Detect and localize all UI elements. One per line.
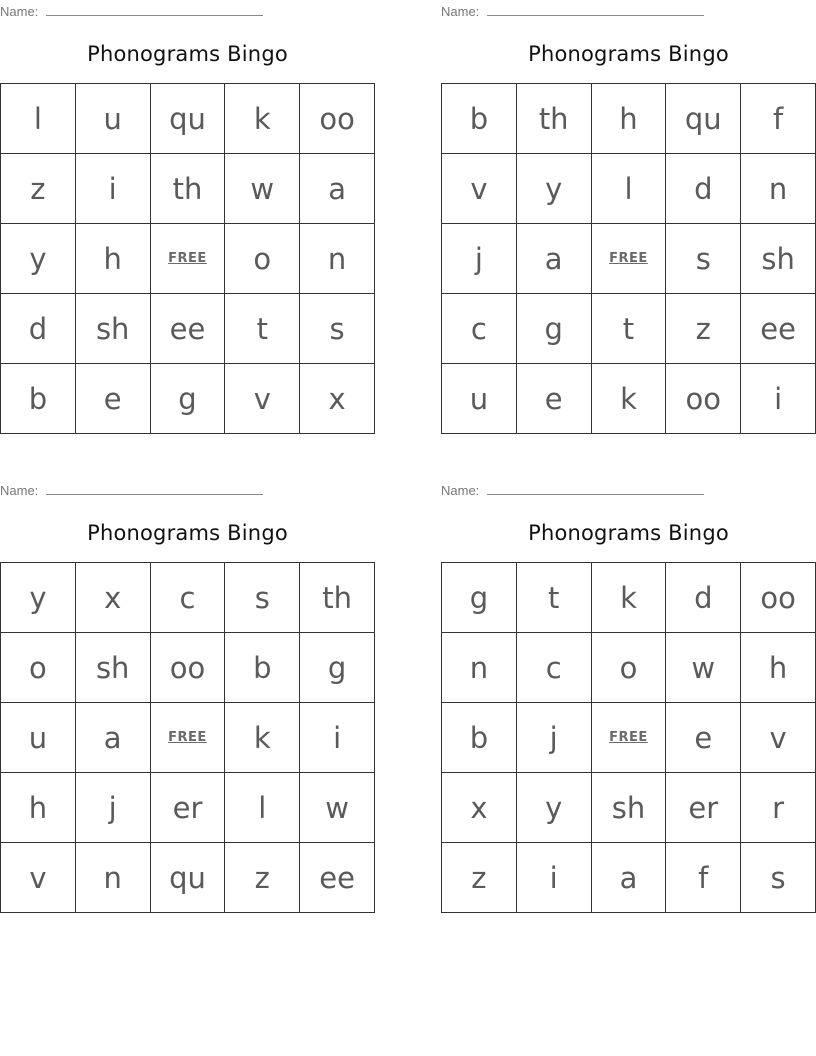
bingo-cell[interactable]: ee: [151, 294, 226, 364]
bingo-cell[interactable]: r: [741, 773, 816, 843]
bingo-cell[interactable]: b: [225, 633, 300, 703]
bingo-cell[interactable]: n: [300, 224, 375, 294]
bingo-cell[interactable]: k: [225, 703, 300, 773]
bingo-cell[interactable]: n: [76, 843, 151, 913]
bingo-cell[interactable]: i: [76, 154, 151, 224]
bingo-cell[interactable]: g: [442, 563, 517, 633]
bingo-cell[interactable]: ee: [300, 843, 375, 913]
bingo-card-2: [441, 0, 816, 436]
bingo-cell[interactable]: e: [76, 364, 151, 434]
bingo-cell[interactable]: b: [1, 364, 76, 434]
bingo-cell[interactable]: t: [225, 294, 300, 364]
bingo-cell[interactable]: i: [300, 703, 375, 773]
bingo-cell[interactable]: sh: [76, 633, 151, 703]
bingo-cell[interactable]: n: [442, 633, 517, 703]
bingo-card-1: [0, 0, 375, 436]
bingo-cell[interactable]: e: [666, 703, 741, 773]
bingo-grid: [441, 83, 816, 434]
bingo-cell[interactable]: th: [151, 154, 226, 224]
bingo-cell[interactable]: c: [151, 563, 226, 633]
name-label: Name:: [0, 4, 39, 19]
bingo-cell[interactable]: s: [300, 294, 375, 364]
bingo-cell[interactable]: t: [592, 294, 667, 364]
bingo-cell[interactable]: v: [741, 703, 816, 773]
bingo-cell[interactable]: a: [592, 843, 667, 913]
bingo-cell[interactable]: qu: [151, 84, 226, 154]
name-label: Name:: [0, 483, 39, 498]
bingo-cell[interactable]: qu: [666, 84, 741, 154]
bingo-cell[interactable]: e: [517, 364, 592, 434]
bingo-cell[interactable]: v: [225, 364, 300, 434]
bingo-grid: [441, 562, 816, 913]
bingo-cell[interactable]: a: [300, 154, 375, 224]
free-space-cell[interactable]: FREE: [592, 224, 667, 294]
bingo-cell[interactable]: w: [300, 773, 375, 843]
free-space-cell[interactable]: FREE: [151, 224, 226, 294]
name-blank-line: [46, 494, 263, 495]
bingo-cell[interactable]: j: [442, 224, 517, 294]
bingo-cell[interactable]: s: [666, 224, 741, 294]
bingo-cell[interactable]: j: [517, 703, 592, 773]
bingo-cell[interactable]: u: [1, 703, 76, 773]
bingo-grid: [0, 83, 375, 434]
name-blank-line: [46, 15, 263, 16]
bingo-cell[interactable]: g: [517, 294, 592, 364]
bingo-cell[interactable]: ee: [741, 294, 816, 364]
bingo-cell[interactable]: y: [517, 154, 592, 224]
bingo-cell[interactable]: g: [151, 364, 226, 434]
bingo-card-4: [441, 479, 816, 915]
bingo-cell[interactable]: th: [517, 84, 592, 154]
bingo-cell[interactable]: j: [76, 773, 151, 843]
bingo-cell[interactable]: er: [151, 773, 226, 843]
bingo-cell[interactable]: y: [517, 773, 592, 843]
bingo-cell[interactable]: sh: [741, 224, 816, 294]
bingo-cell[interactable]: o: [1, 633, 76, 703]
bingo-cell[interactable]: er: [666, 773, 741, 843]
bingo-cell[interactable]: k: [592, 364, 667, 434]
bingo-cell[interactable]: z: [666, 294, 741, 364]
bingo-cell[interactable]: c: [442, 294, 517, 364]
bingo-cell[interactable]: h: [1, 773, 76, 843]
bingo-cell[interactable]: k: [225, 84, 300, 154]
name-blank-line: [487, 15, 704, 16]
card-title: Phonograms Bingo: [87, 521, 288, 545]
card-title: Phonograms Bingo: [528, 42, 729, 66]
bingo-cell[interactable]: oo: [666, 364, 741, 434]
bingo-cell[interactable]: x: [442, 773, 517, 843]
bingo-cell[interactable]: v: [1, 843, 76, 913]
bingo-cell[interactable]: z: [225, 843, 300, 913]
name-blank-line: [487, 494, 704, 495]
bingo-cell[interactable]: u: [442, 364, 517, 434]
bingo-cell[interactable]: h: [76, 224, 151, 294]
bingo-cell[interactable]: sh: [592, 773, 667, 843]
bingo-cell[interactable]: z: [442, 843, 517, 913]
bingo-cell[interactable]: h: [741, 633, 816, 703]
bingo-cell[interactable]: l: [225, 773, 300, 843]
bingo-cell[interactable]: oo: [300, 84, 375, 154]
bingo-cell[interactable]: w: [225, 154, 300, 224]
bingo-cell[interactable]: b: [442, 84, 517, 154]
bingo-cell[interactable]: oo: [151, 633, 226, 703]
bingo-cell[interactable]: u: [76, 84, 151, 154]
bingo-cell[interactable]: th: [300, 563, 375, 633]
bingo-cell[interactable]: c: [517, 633, 592, 703]
bingo-cell[interactable]: a: [76, 703, 151, 773]
bingo-cell[interactable]: d: [666, 563, 741, 633]
bingo-cell[interactable]: g: [300, 633, 375, 703]
bingo-cell[interactable]: qu: [151, 843, 226, 913]
bingo-cell[interactable]: d: [666, 154, 741, 224]
bingo-cell[interactable]: o: [592, 633, 667, 703]
bingo-cell[interactable]: i: [741, 364, 816, 434]
name-label: Name:: [441, 483, 480, 498]
bingo-cell[interactable]: s: [225, 563, 300, 633]
card-title: Phonograms Bingo: [528, 521, 729, 545]
bingo-card-3: [0, 479, 375, 915]
bingo-cell[interactable]: a: [517, 224, 592, 294]
bingo-cell[interactable]: x: [76, 563, 151, 633]
bingo-cell[interactable]: h: [592, 84, 667, 154]
bingo-cell[interactable]: z: [1, 154, 76, 224]
free-space-cell[interactable]: FREE: [151, 703, 226, 773]
name-label: Name:: [441, 4, 480, 19]
bingo-cell[interactable]: y: [1, 224, 76, 294]
bingo-cell[interactable]: n: [741, 154, 816, 224]
bingo-cell[interactable]: sh: [76, 294, 151, 364]
bingo-cell[interactable]: y: [1, 563, 76, 633]
bingo-cell[interactable]: x: [300, 364, 375, 434]
bingo-cell[interactable]: w: [666, 633, 741, 703]
bingo-cell[interactable]: o: [225, 224, 300, 294]
bingo-cell[interactable]: s: [741, 843, 816, 913]
bingo-cell[interactable]: d: [1, 294, 76, 364]
bingo-cell[interactable]: l: [592, 154, 667, 224]
bingo-cell[interactable]: t: [517, 563, 592, 633]
bingo-cell[interactable]: oo: [741, 563, 816, 633]
card-title: Phonograms Bingo: [87, 42, 288, 66]
bingo-cell[interactable]: v: [442, 154, 517, 224]
bingo-cell[interactable]: k: [592, 563, 667, 633]
bingo-cell[interactable]: f: [741, 84, 816, 154]
bingo-grid: [0, 562, 375, 913]
free-space-cell[interactable]: FREE: [592, 703, 667, 773]
bingo-cell[interactable]: b: [442, 703, 517, 773]
bingo-cell[interactable]: i: [517, 843, 592, 913]
bingo-cell[interactable]: l: [1, 84, 76, 154]
bingo-cell[interactable]: f: [666, 843, 741, 913]
